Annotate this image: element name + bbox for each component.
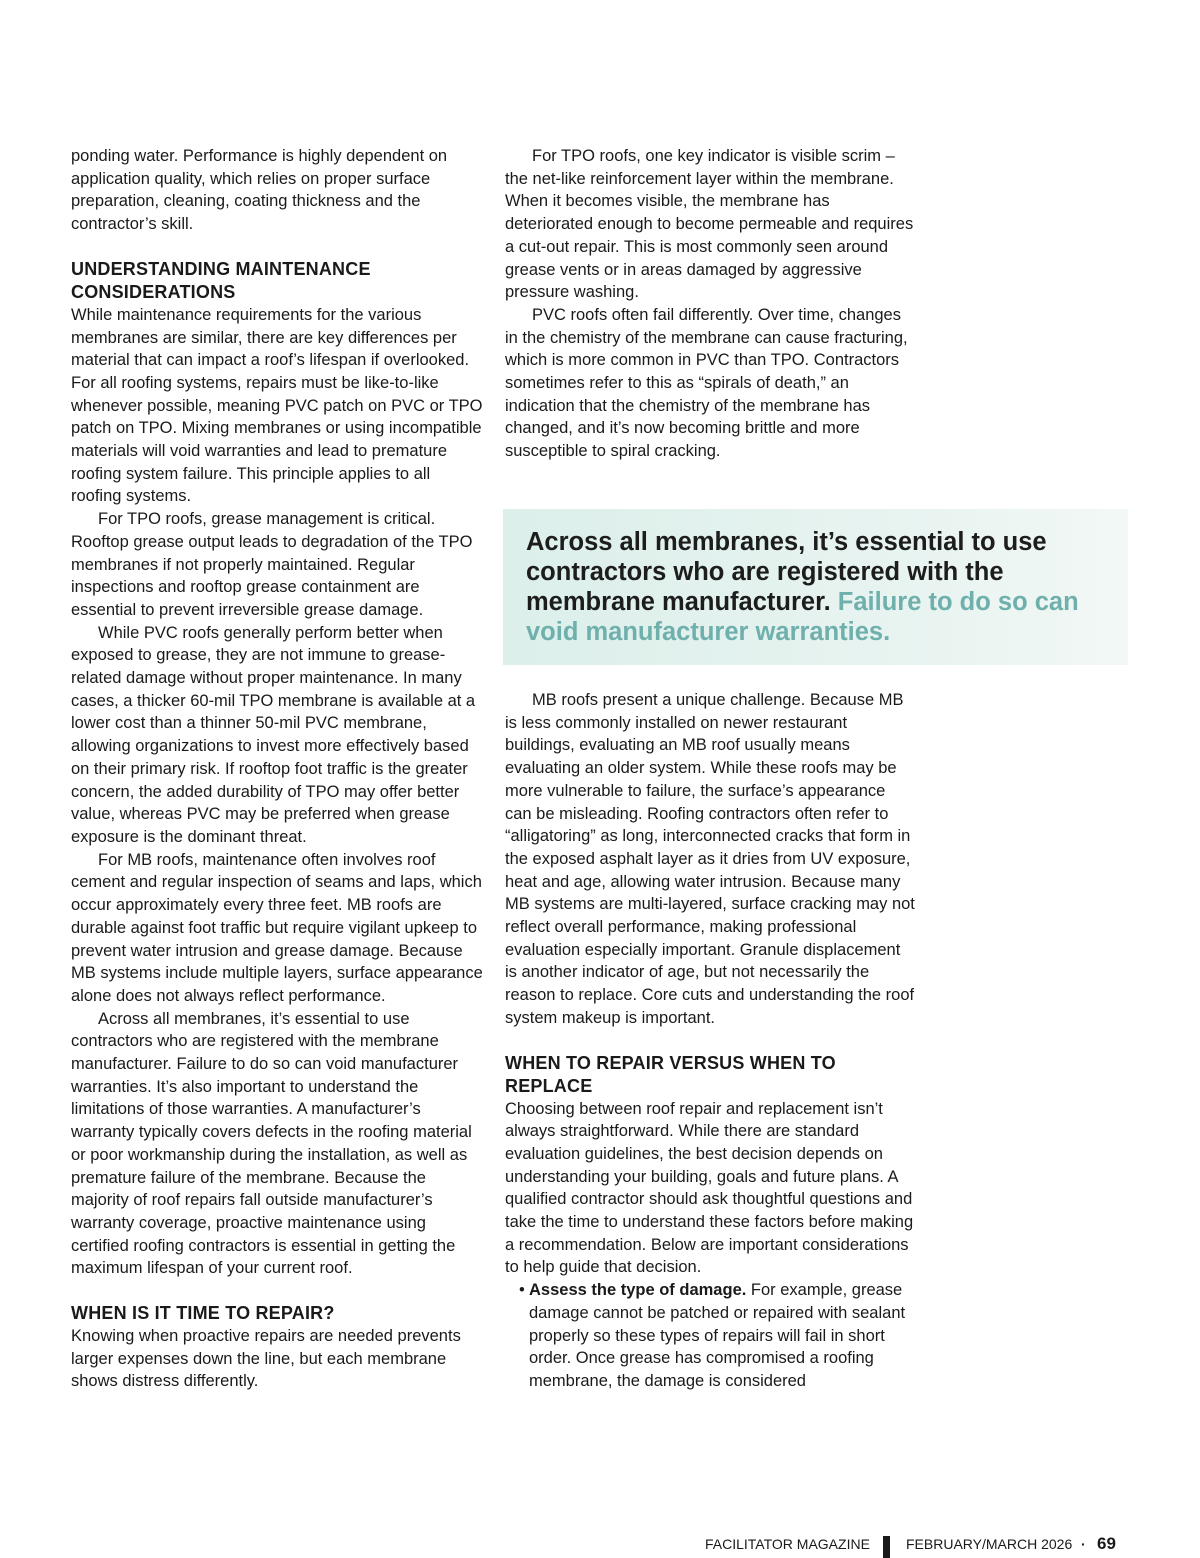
heading-repair-vs-replace: WHEN TO REPAIR VERSUS WHEN TO REPLACE: [505, 1052, 836, 1096]
left-paragraph-7: Knowing when proactive repairs are needed prevents larger expenses down the line, but each membrane shows distress differently.: [71, 1327, 461, 1391]
pull-quote-text: [526, 527, 1086, 647]
pull-quote: [503, 509, 1128, 665]
right-column-top: [505, 145, 915, 463]
heading-time-to-repair: WHEN IS IT TIME TO REPAIR?: [71, 1303, 335, 1324]
considerations-list: [505, 1279, 915, 1393]
left-paragraph-3: For TPO roofs, grease management is critical. Rooftop grease output leads to degradation of the TPO membranes if not properly maintained. Regular inspections and rooftop grease containment are essential to prevent irreversible grease damage.: [71, 510, 473, 619]
list-item-text: For example, grease damage cannot be patched or repaired with sealant properly so these types of repairs will fail in short order. Once grease has compromised a roofing membrane, the damage is considered: [529, 1281, 906, 1390]
right-paragraph-3: MB roofs present a unique challenge. Because MB is less commonly installed on newer restaurant buildings, evaluating an MB roof usually means evaluating an older system. While these roofs may be more vulnerable to failure, the surface’s appearance can be misleading. Roofing contractors often refer to “alligatoring” as long, interconnected cracks that form in the exposed asphalt layer as it dries from UV exposure, heat and age, allowing water intrusion. Because many MB systems are multi-layered, surface cracking may not reflect overall performance, making professional evaluation especially important. Granule displacement is another indicator of age, but not necessarily the reason to replace. Core cuts and understanding the roof system makeup is important.: [505, 691, 915, 1027]
right-paragraph-1: For TPO roofs, one key indicator is visible scrim – the net-like reinforcement layer within the membrane. When it becomes visible, the membrane has deteriorated enough to become permeable and requires a cut-out repair. This is most commonly seen around grease vents or in areas damaged by aggressive pressure washing.: [505, 147, 914, 302]
page-number: 69: [1097, 1534, 1116, 1553]
pull-quote-highlight: Failure to do so can void manufacturer warranties.: [526, 588, 1079, 646]
list-item: [505, 1279, 915, 1393]
left-paragraph-2: While maintenance requirements for the various membranes are similar, there are key differences per material that can impact a roof’s lifespan if overlooked. For all roofing systems, repairs must be like-to-like whenever possible, meaning PVC patch on PVC or TPO patch on TPO. Mixing membranes or using incompatible materials will void warranties and lead to premature roofing system failure. This principle applies to all roofing systems.: [71, 305, 483, 506]
right-paragraph-4: Choosing between roof repair and replacement isn’t always straightforward. While there are standard evaluation guidelines, the best decision depends on understanding your building, goals and future plans. A qualified contractor should ask thoughtful questions and take the time to understand these factors before making a recommendation. Below are important considerations to help guide that decision.: [505, 1099, 914, 1277]
footer-divider-bar: [883, 1536, 890, 1558]
left-paragraph-6: Across all membranes, it’s essential to use contractors who are registered with the membrane manufacturer. Failure to do so can void manufacturer warranties. It’s also important to understand the limitations of those warranties. A manufacturer’s warranty typically covers defects in the roofing material or poor workmanship during the installation, as well as premature failure of the membrane. Because the majority of roof repairs fall outside manufacturer’s warranty coverage, proactive maintenance using certified roofing contractors is essential in getting the maximum lifespan of your current roof.: [71, 1009, 472, 1278]
pull-quote-main: Across all membranes, it’s essential to use contractors who are registered with the membrane manufacturer.: [526, 528, 1047, 616]
left-paragraph-4: While PVC roofs generally perform better when exposed to grease, they are not immune to grease-related damage without proper maintenance. In many cases, a thicker 60-mil TPO membrane is available at a lower cost than a thinner 50-mil PVC membrane, allowing organizations to invest more effectively based on their primary risk. If rooftop foot traffic is the greater concern, the added durability of TPO may offer better value, whereas PVC may be preferred when grease exposure is the dominant threat.: [71, 623, 476, 846]
footer-separator: ·: [1081, 1536, 1086, 1552]
left-paragraph-5: For MB roofs, maintenance often involves roof cement and regular inspection of seams and laps, which occur approximately every three feet. MB roofs are durable against foot traffic but require vigilant upkeep to prevent water intrusion and grease damage. Because MB systems include multiple layers, surface appearance alone does not always reflect performance.: [71, 850, 483, 1005]
footer-magazine-name: FACILITATOR MAGAZINE: [705, 1536, 870, 1552]
heading-maintenance: UNDERSTANDING MAINTENANCE CONSIDERATIONS: [71, 258, 371, 302]
list-item-bold: Assess the type of damage.: [529, 1281, 747, 1300]
right-column-bottom: [505, 689, 915, 1393]
right-paragraph-2: PVC roofs often fail differently. Over time, changes in the chemistry of the membrane can cause fracturing, which is more common in PVC than TPO. Contractors sometimes refer to this as “spirals of death,” an indication that the chemistry of the membrane has changed, and it’s now becoming brittle and more susceptible to spiral cracking.: [505, 305, 908, 461]
footer-issue-date: FEBRUARY/MARCH 2026: [906, 1536, 1073, 1552]
left-column: [71, 145, 483, 1393]
left-paragraph-1: ponding water. Performance is highly dependent on application quality, which relies on proper surface preparation, cleaning, coating thickness and the contractor’s skill.: [71, 147, 448, 234]
